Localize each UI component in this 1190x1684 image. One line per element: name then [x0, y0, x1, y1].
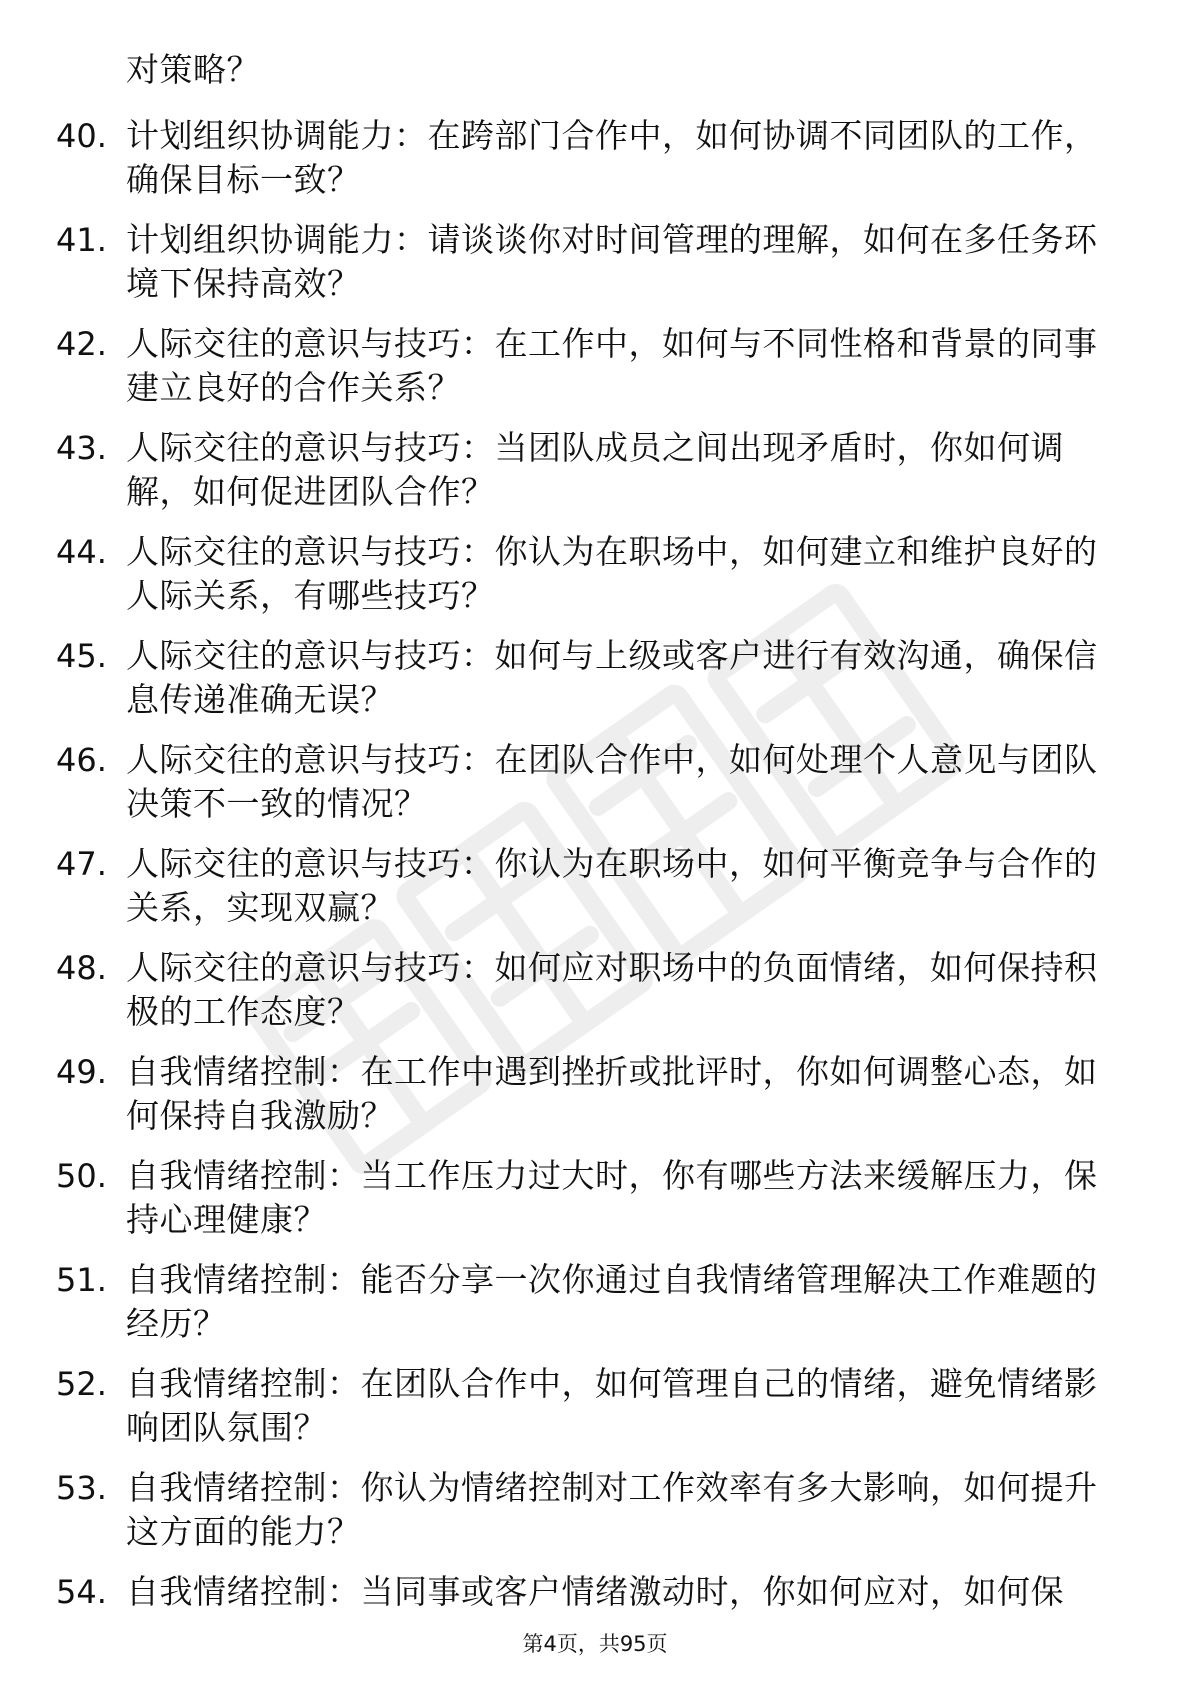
question-number: 51.: [56, 1261, 107, 1299]
question-text: 人际交往的意识与技巧：你认为在职场中，如何平衡竞争与合作的关系，实现双赢？: [126, 844, 1098, 927]
question-text: 人际交往的意识与技巧：在工作中，如何与不同性格和背景的同事建立良好的合作关系？: [126, 324, 1098, 407]
question-text: 人际交往的意识与技巧：如何与上级或客户进行有效沟通，确保信息传递准确无误？: [126, 636, 1098, 719]
question-number: 41.: [56, 221, 107, 259]
question-text: 自我情绪控制：在团队合作中，如何管理自己的情绪，避免情绪影响团队氛围？: [126, 1364, 1098, 1447]
question-number: 48.: [56, 949, 107, 987]
list-item: [0, 842, 1190, 946]
list-item: [0, 1154, 1190, 1258]
question-number: 47.: [56, 845, 107, 883]
question-number: 54.: [56, 1573, 107, 1611]
question-text: 人际交往的意识与技巧：如何应对职场中的负面情绪，如何保持积极的工作态度？: [126, 948, 1098, 1031]
list-item: [0, 530, 1190, 634]
continued-question-text: 对策略？: [126, 50, 260, 89]
question-text: 自我情绪控制：能否分享一次你通过自我情绪管理解决工作难题的经历？: [126, 1260, 1098, 1343]
question-number: 43.: [56, 429, 107, 467]
question-text: 自我情绪控制：在工作中遇到挫折或批评时，你如何调整心态，如何保持自我激励？: [126, 1052, 1098, 1135]
question-list: [0, 114, 1190, 1674]
list-item: [0, 1362, 1190, 1466]
list-item: [0, 114, 1190, 218]
question-number: 45.: [56, 637, 107, 675]
list-item: [0, 1050, 1190, 1154]
list-item: [0, 322, 1190, 426]
question-number: 50.: [56, 1157, 107, 1195]
list-item: [0, 946, 1190, 1050]
list-item: [0, 1466, 1190, 1570]
question-number: 49.: [56, 1053, 107, 1091]
question-text: 自我情绪控制：当工作压力过大时，你有哪些方法来缓解压力，保持心理健康？: [126, 1156, 1098, 1239]
question-number: 52.: [56, 1365, 107, 1403]
list-item: [0, 1258, 1190, 1362]
question-number: 44.: [56, 533, 107, 571]
list-item: [0, 634, 1190, 738]
question-text: 人际交往的意识与技巧：当团队成员之间出现矛盾时，你如何调解，如何促进团队合作？: [126, 428, 1064, 511]
question-number: 53.: [56, 1469, 107, 1507]
question-text: 人际交往的意识与技巧：你认为在职场中，如何建立和维护良好的人际关系，有哪些技巧？: [126, 532, 1098, 615]
page-footer: 第4页，共95页: [522, 1632, 668, 1656]
list-item: [0, 426, 1190, 530]
question-text: 人际交往的意识与技巧：在团队合作中，如何处理个人意见与团队决策不一致的情况？: [126, 740, 1098, 823]
list-item: [0, 218, 1190, 322]
question-number: 42.: [56, 325, 107, 363]
list-item: [0, 738, 1190, 842]
list-item: [0, 1570, 1190, 1674]
question-text: 自我情绪控制：当同事或客户情绪激动时，你如何应对，如何保: [126, 1572, 1064, 1611]
question-text: 自我情绪控制：你认为情绪控制对工作效率有多大影响，如何提升这方面的能力？: [126, 1468, 1098, 1551]
question-number: 46.: [56, 741, 107, 779]
question-text: 计划组织协调能力：在跨部门合作中，如何协调不同团队的工作，确保目标一致？: [126, 116, 1098, 199]
question-number: 40.: [56, 117, 107, 155]
question-text: 计划组织协调能力：请谈谈你对时间管理的理解，如何在多任务环境下保持高效？: [126, 220, 1098, 303]
